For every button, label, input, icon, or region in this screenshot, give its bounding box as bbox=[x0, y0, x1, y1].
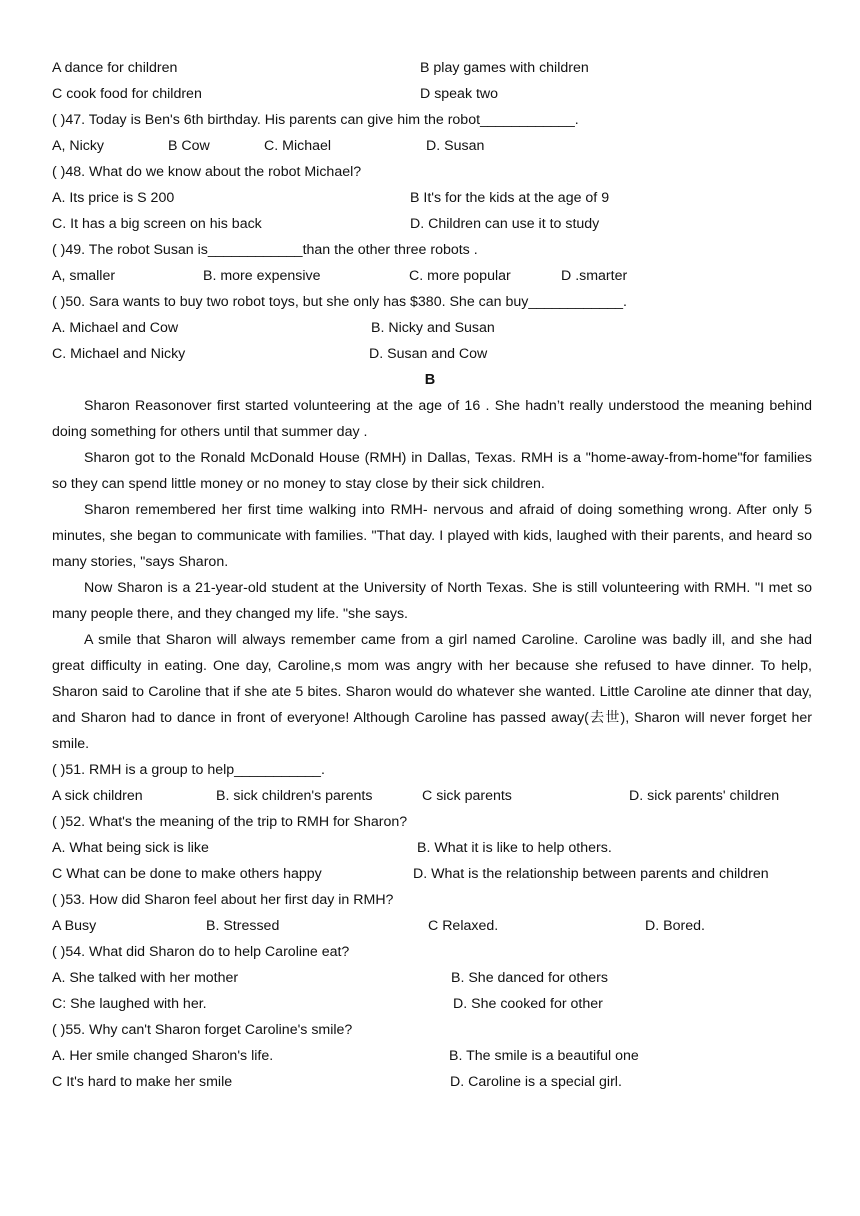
q47-option-a: A, Nicky bbox=[52, 138, 105, 154]
passage-paragraph-2: Sharon got to the Ronald McDonald House (RMH) in Dallas, Texas. RMH is a "home-away-from-home"for families so they can spend little money or no money to stay close by their sick children. bbox=[52, 450, 812, 492]
passage-paragraph-5 bbox=[52, 627, 812, 757]
q53-option-b: B. Stressed bbox=[206, 918, 280, 934]
passage-paragraph-5-part-2: ), Sharon will never forget her smile. bbox=[52, 710, 812, 752]
passage-paragraph-5-part-1: A smile that Sharon will always remember came from a girl named Caroline. Caroline was badly ill, and she had great difficulty in eating. One day, Caroline,s mom was angry with her because she refused to have dinner. To help, Sharon said to Caroline that if she ate 5 bites. Sharon would do whatever she wanted. Little Caroline ate dinner that day, and Sharon had to dance in front of everyone! Although Caroline has passed away( bbox=[52, 632, 812, 726]
q54-stem: ( )54. What did Sharon do to help Caroline eat? bbox=[52, 944, 350, 960]
q51-stem: ( )51. RMH is a group to help___________. bbox=[52, 762, 325, 778]
section-b-heading: B bbox=[424, 372, 436, 388]
q49-option-c: C. more popular bbox=[409, 268, 511, 284]
q50-option-d: D. Susan and Cow bbox=[369, 346, 488, 362]
q50-option-b: B. Nicky and Susan bbox=[371, 320, 495, 336]
passage-paragraph-3: Sharon remembered her first time walking into RMH- nervous and afraid of doing something wrong. After only 5 minutes, she began to communicate with families. "That day. I played with kids, laughed with their parents, and heard so many stories, "says Sharon. bbox=[52, 502, 812, 570]
q53-option-a: A Busy bbox=[52, 918, 97, 934]
q52-option-c: C What can be done to make others happy bbox=[52, 866, 322, 882]
q54-option-d: D. She cooked for other bbox=[453, 996, 603, 1012]
q49-option-b: B. more expensive bbox=[203, 268, 321, 284]
q55-option-a: A. Her smile changed Sharon's life. bbox=[52, 1048, 274, 1064]
q49-option-d: D .smarter bbox=[561, 268, 628, 284]
q51-option-b: B. sick children's parents bbox=[216, 788, 373, 804]
q47-option-b: B Cow bbox=[168, 138, 210, 154]
q51-option-d: D. sick parents' children bbox=[629, 788, 780, 804]
q46-option-d: D speak two bbox=[420, 86, 499, 102]
q54-option-a: A. She talked with her mother bbox=[52, 970, 239, 986]
passage-paragraph-4: Now Sharon is a 21-year-old student at the University of North Texas. She is still volunteering with RMH. "I met so many people there, and they changed my life. "she says. bbox=[52, 580, 812, 622]
q50-stem: ( )50. Sara wants to buy two robot toys, but she only has $380. She can buy____________. bbox=[52, 294, 627, 310]
passage-paragraph-1: Sharon Reasonover first started volunteering at the age of 16 . She hadn’t really understood the meaning behind doing something for others until that summer day . bbox=[52, 398, 812, 440]
q51-option-c: C sick parents bbox=[422, 788, 512, 804]
q54-option-b: B. She danced for others bbox=[451, 970, 608, 986]
q54-option-c: C: She laughed with her. bbox=[52, 996, 207, 1012]
q55-option-b: B. The smile is a beautiful one bbox=[449, 1048, 639, 1064]
q55-option-d: D. Caroline is a special girl. bbox=[450, 1074, 622, 1090]
q46-option-c: C cook food for children bbox=[52, 86, 202, 102]
q52-option-d: D. What is the relationship between parents and children bbox=[413, 866, 769, 882]
q50-option-a: A. Michael and Cow bbox=[52, 320, 179, 336]
q48-option-a: A. Its price is S 200 bbox=[52, 190, 175, 206]
q55-stem: ( )55. Why can't Sharon forget Caroline's smile? bbox=[52, 1022, 353, 1038]
q52-option-b: B. What it is like to help others. bbox=[417, 840, 612, 856]
q48-option-d: D. Children can use it to study bbox=[410, 216, 600, 232]
q48-stem: ( )48. What do we know about the robot Michael? bbox=[52, 164, 362, 180]
q47-option-d: D. Susan bbox=[426, 138, 485, 154]
q50-option-c: C. Michael and Nicky bbox=[52, 346, 186, 362]
q47-option-c: C. Michael bbox=[264, 138, 332, 154]
q46-option-b: B play games with children bbox=[420, 60, 589, 76]
passage-chinese-gloss: 去世 bbox=[588, 710, 621, 726]
q53-option-d: D. Bored. bbox=[645, 918, 705, 934]
q48-option-c: C. It has a big screen on his back bbox=[52, 216, 262, 232]
q46-option-a: A dance for children bbox=[52, 60, 178, 76]
q48-option-b: B It's for the kids at the age of 9 bbox=[410, 190, 610, 206]
q53-stem: ( )53. How did Sharon feel about her first day in RMH? bbox=[52, 892, 394, 908]
q52-option-a: A. What being sick is like bbox=[52, 840, 209, 856]
q49-stem: ( )49. The robot Susan is____________than the other three robots . bbox=[52, 242, 478, 258]
q49-option-a: A, smaller bbox=[52, 268, 116, 284]
q53-option-c: C Relaxed. bbox=[428, 918, 499, 934]
q55-option-c: C It's hard to make her smile bbox=[52, 1074, 233, 1090]
q52-stem: ( )52. What's the meaning of the trip to RMH for Sharon? bbox=[52, 814, 408, 830]
q51-option-a: A sick children bbox=[52, 788, 143, 804]
q47-stem: ( )47. Today is Ben's 6th birthday. His parents can give him the robot____________. bbox=[52, 112, 579, 128]
